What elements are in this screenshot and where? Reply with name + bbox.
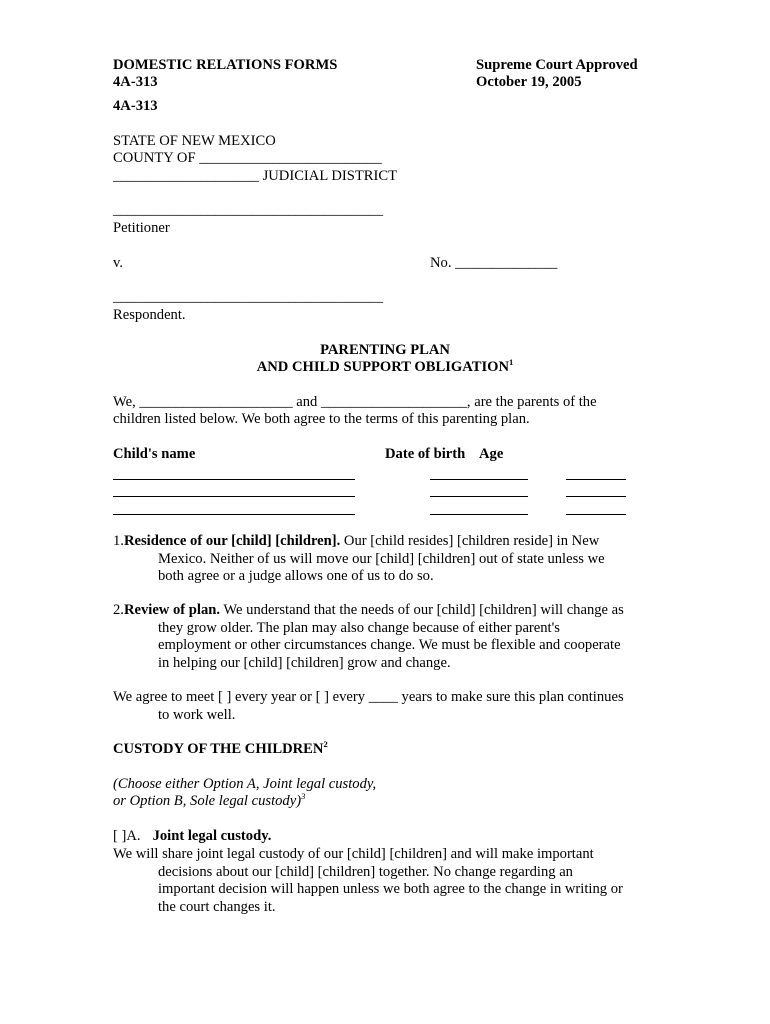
child-age-input[interactable] xyxy=(566,514,626,515)
versus-label: v. xyxy=(113,255,123,271)
petitioner-label: Petitioner xyxy=(113,220,170,236)
respondent-name-field[interactable]: _____________________________________ xyxy=(113,289,383,305)
review-frequency-options[interactable]: We agree to meet [ ] every year or [ ] every ____ years to make sure this plan continues xyxy=(113,689,624,705)
section-number: 2. xyxy=(113,602,124,618)
child-dob-input[interactable] xyxy=(430,479,528,480)
option-a-checkbox[interactable]: [ ]A. xyxy=(113,828,141,844)
document-title-line2: AND CHILD SUPPORT OBLIGATION$^1$ xyxy=(256,357,514,375)
review-meeting-clause[interactable] xyxy=(113,689,658,724)
section-text: Mexico. Neither of us will move our [child] [children] out of state unless we xyxy=(158,550,605,567)
forms-collection-title: DOMESTIC RELATIONS FORMS xyxy=(113,57,338,73)
section-text: the court changes it. xyxy=(158,898,276,915)
form-code: 4A-313 xyxy=(113,98,158,114)
option-a-text xyxy=(113,846,658,916)
section-text: We will share joint legal custody of our [child] [children] and will make important xyxy=(113,846,594,862)
section-residence xyxy=(113,533,658,586)
section-text: in helping our [child] [children] grow and change. xyxy=(158,654,451,671)
child-age-input[interactable] xyxy=(566,479,626,480)
parents-names-line[interactable]: We, _____________________ and ____________________, are the parents of the xyxy=(113,394,597,410)
col-header-date-of-birth: Date of birth xyxy=(385,446,466,462)
section-text: decisions about our [child] [children] together. No change regarding an xyxy=(158,863,573,880)
child-name-input[interactable] xyxy=(113,479,355,480)
section-text: We understand that the needs of our [child] [children] will change as xyxy=(220,602,624,618)
col-header-child-name: Child's name xyxy=(113,446,196,462)
child-dob-input[interactable] xyxy=(430,514,528,515)
state-line: STATE OF NEW MEXICO xyxy=(113,133,276,149)
section-text: Our [child resides] [children reside] in New xyxy=(340,533,600,549)
approval-status: Supreme Court Approved xyxy=(476,57,638,73)
section-heading: Residence of our [child] [children]. xyxy=(123,533,341,549)
section-text: to work well. xyxy=(158,706,236,723)
custody-heading: CUSTODY OF THE CHILDREN$^2$ xyxy=(113,739,328,757)
section-heading: Review of plan. xyxy=(123,602,221,618)
col-header-age: Age xyxy=(479,446,504,462)
section-text: employment or other circumstances change. We must be flexible and cooperate xyxy=(158,637,621,653)
section-text: they grow older. The plan may also change because of either parent's xyxy=(158,619,560,636)
child-age-input[interactable] xyxy=(566,496,626,497)
option-a-joint-custody xyxy=(113,828,271,846)
form-code-header: 4A-313 xyxy=(113,74,158,90)
section-text: important decision will happen unless we both agree to the change in writing or xyxy=(158,881,623,897)
county-field[interactable]: COUNTY OF _________________________ xyxy=(113,150,382,166)
footnote-marker: 2 xyxy=(323,739,328,749)
custody-instruction: or Option B, Sole legal custody)$^3$ xyxy=(113,791,306,809)
approval-date: October 19, 2005 xyxy=(476,74,582,90)
section-text: both agree or a judge allows one of us to do so. xyxy=(158,568,434,584)
child-name-input[interactable] xyxy=(113,514,355,515)
footnote-marker: 1 xyxy=(509,357,514,367)
petitioner-name-field[interactable]: _____________________________________ xyxy=(113,202,383,218)
child-dob-input[interactable] xyxy=(430,496,528,497)
footnote-marker: 3 xyxy=(301,791,306,801)
intro-text: children listed below. We both agree to the terms of this parenting plan. xyxy=(113,411,530,427)
case-number-field[interactable]: No. ______________ xyxy=(430,255,558,271)
section-number: 1. xyxy=(113,533,124,549)
custody-instruction: (Choose either Option A, Joint legal custody, xyxy=(113,776,377,792)
option-a-heading: Joint legal custody. xyxy=(152,828,272,844)
document-title-line1: PARENTING PLAN xyxy=(320,342,450,358)
respondent-label: Respondent. xyxy=(113,307,186,323)
judicial-district-field[interactable]: ____________________ JUDICIAL DISTRICT xyxy=(113,168,398,184)
child-name-input[interactable] xyxy=(113,496,355,497)
section-review-of-plan xyxy=(113,602,658,672)
